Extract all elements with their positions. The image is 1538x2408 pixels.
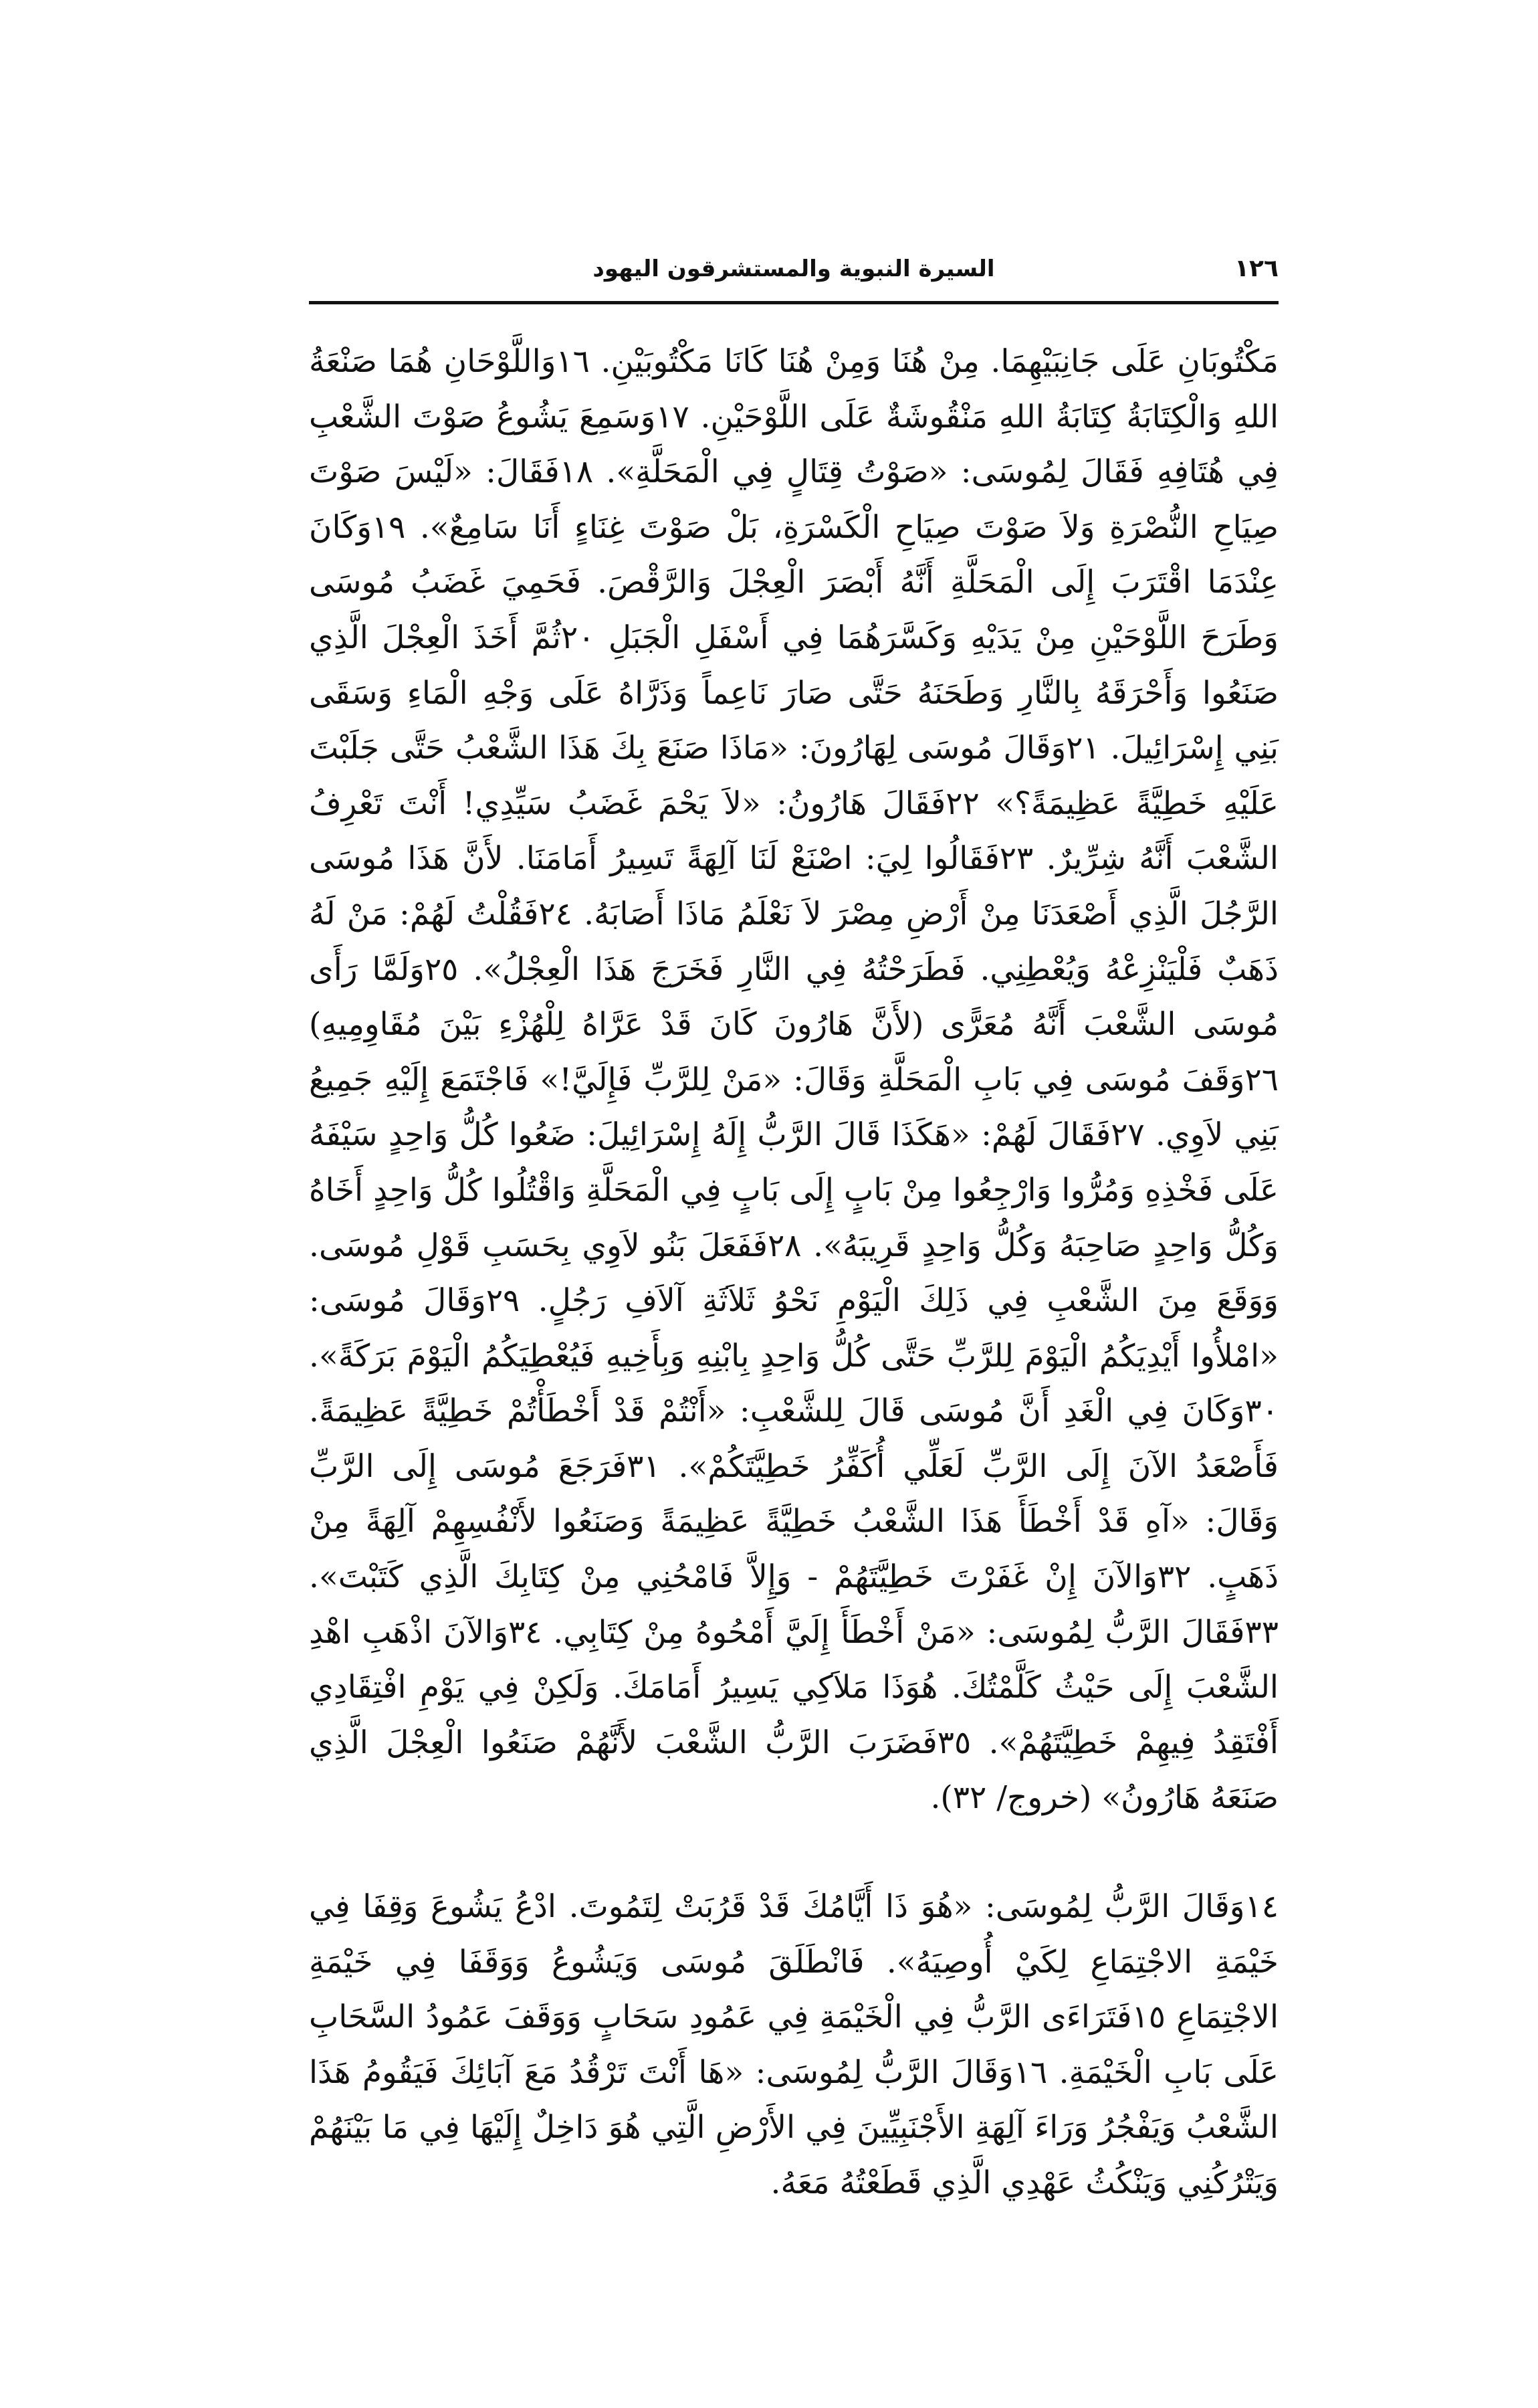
body-paragraph: ١٤وَقَالَ الرَّبُّ لِمُوسَى: «هُوَ ذَا أَيَّامُكَ قَدْ قَرُبَتْ لِتَمُوتَ. ادْعُ يَشُوعَ وَقِفَا فِي خَيْمَةِ الاجْتِمَاعِ لِكَيْ أُوصِيَهُ». فَانْطَلَقَ مُوسَى وَيَشُوعُ وَوَقَفَا فِي خَيْمَةِ الاجْتِمَاعِ ١٥فَتَرَاءَى الرَّبُّ فِي الْخَيْمَةِ فِي عَمُودِ سَحَابٍ وَوَقَفَ عَمُودُ السَّحَابِ عَلَى بَابِ الْخَيْمَةِ. ١٦وَقَالَ الرَّبُّ لِمُوسَى: «هَا أَنْتَ تَرْقُدُ مَعَ آبَائِكَ فَيَقُومُ هَذَا الشَّعْبُ وَيَفْجُرُ وَرَاءَ آلِهَةِ الأَجْنَبِيِّينَ فِي الأَرْضِ الَّتِي هُوَ دَاخِلٌ إِلَيْهَا فِي مَا بَيْنَهُمْ وَيَتْرُكُنِي وَيَنْكُثُ عَهْدِي الَّذِي قَطَعْتُهُ مَعَهُ. [309, 1888, 1279, 2201]
header-rule [309, 301, 1279, 304]
body-paragraph: مَكْتُوبَانِ عَلَى جَانِبَيْهِمَا. مِنْ هُنَا وَمِنْ هُنَا كَانَا مَكْتُوبَيْنِ. ١٦وَاللَّوْحَانِ هُمَا صَنْعَةُ اللهِ وَالْكِتَابَةُ كِتَابَةُ اللهِ مَنْقُوشَةٌ عَلَى اللَّوْحَيْنِ. ١٧وَسَمِعَ يَشُوعُ صَوْتَ الشَّعْبِ فِي هُتَافِهِ فَقَالَ لِمُوسَى: «صَوْتُ قِتَالٍ فِي الْمَحَلَّةِ». ١٨فَقَالَ: «لَيْسَ صَوْتَ صِيَاحِ النُّصْرَةِ وَلاَ صَوْتَ صِيَاحِ الْكَسْرَةِ، بَلْ صَوْتَ غِنَاءٍ أَنَا سَامِعٌ». ١٩وَكَانَ عِنْدَمَا اقْتَرَبَ إِلَى الْمَحَلَّةِ أَنَّهُ أَبْصَرَ الْعِجْلَ وَالرَّقْصَ. فَحَمِيَ غَضَبُ مُوسَى وَطَرَحَ اللَّوْحَيْنِ مِنْ يَدَيْهِ وَكَسَّرَهُمَا فِي أَسْفَلِ الْجَبَلِ ٢٠ثُمَّ أَخَذَ الْعِجْلَ الَّذِي صَنَعُوا وَأَحْرَقَهُ بِالنَّارِ وَطَحَنَهُ حَتَّى صَارَ نَاعِماً وَذَرَّاهُ عَلَى وَجْهِ الْمَاءِ وَسَقَى بَنِي إِسْرَائِيلَ. ٢١وَقَالَ مُوسَى لِهَارُونَ: «مَاذَا صَنَعَ بِكَ هَذَا الشَّعْبُ حَتَّى جَلَبْتَ عَلَيْهِ خَطِيَّةً عَظِيمَةً؟» ٢٢فَقَالَ هَارُونُ: «لاَ يَحْمَ غَضَبُ سَيِّدِي! أَنْتَ تَعْرِفُ الشَّعْبَ أَنَّهُ شِرِّيرٌ. ٢٣فَقَالُوا لِيَ: اصْنَعْ لَنَا آلِهَةً تَسِيرُ أَمَامَنَا. لأَنَّ هَذَا مُوسَى الرَّجُلَ الَّذِي أَصْعَدَنَا مِنْ أَرْضِ مِصْرَ لاَ نَعْلَمُ مَاذَا أَصَابَهُ. ٢٤فَقُلْتُ لَهُمْ: مَنْ لَهُ ذَهَبٌ فَلْيَنْزِعْهُ وَيُعْطِنِي. فَطَرَحْتُهُ فِي النَّارِ فَخَرَجَ هَذَا الْعِجْلُ». ٢٥وَلَمَّا رَأَى مُوسَى الشَّعْبَ أَنَّهُ مُعَرًّى (لأَنَّ هَارُونَ كَانَ قَدْ عَرَّاهُ لِلْهُزْءِ بَيْنَ مُقَاوِمِيهِ) ٢٦وَقَفَ مُوسَى فِي بَابِ الْمَحَلَّةِ وَقَالَ: «مَنْ لِلرَّبِّ فَإِلَيَّ!» فَاجْتَمَعَ إِلَيْهِ جَمِيعُ بَنِي لاَوِي. ٢٧فَقَالَ لَهُمْ: «هَكَذَا قَالَ الرَّبُّ إِلَهُ إِسْرَائِيلَ: ضَعُوا كُلُّ وَاحِدٍ سَيْفَهُ عَلَى فَخْذِهِ وَمُرُّوا وَارْجِعُوا مِنْ بَابٍ إِلَى بَابٍ فِي الْمَحَلَّةِ وَاقْتُلُوا كُلُّ وَاحِدٍ أَخَاهُ وَكُلُّ وَاحِدٍ صَاحِبَهُ وَكُلُّ وَاحِدٍ قَرِيبَهُ». ٢٨فَفَعَلَ بَنُو لاَوِي بِحَسَبِ قَوْلِ مُوسَى. وَوَقَعَ مِنَ الشَّعْبِ فِي ذَلِكَ الْيَوْمِ نَحْوُ ثَلاَثَةِ آلاَفِ رَجُلٍ. ٢٩وَقَالَ مُوسَى: «امْلأُوا أَيْدِيَكُمُ الْيَوْمَ لِلرَّبِّ حَتَّى كُلُّ وَاحِدٍ بِابْنِهِ وَبِأَخِيهِ فَيُعْطِيَكُمُ الْيَوْمَ بَرَكَةً». ٣٠وَكَانَ فِي الْغَدِ أَنَّ مُوسَى قَالَ لِلشَّعْبِ: «أَنْتُمْ قَدْ أَخْطَأْتُمْ خَطِيَّةً عَظِيمَةً. فَأَصْعَدُ الآنَ إِلَى الرَّبِّ لَعَلِّي أُكَفِّرُ خَطِيَّتَكُمْ». ٣١فَرَجَعَ مُوسَى إِلَى الرَّبِّ وَقَالَ: «آهِ قَدْ أَخْطَأَ هَذَا الشَّعْبُ خَطِيَّةً عَظِيمَةً وَصَنَعُوا لأَنْفُسِهِمْ آلِهَةً مِنْ ذَهَبٍ. ٣٢وَالآنَ إِنْ غَفَرْتَ خَطِيَّتَهُمْ - وَإِلاَّ فَامْحُنِي مِنْ كِتَابِكَ الَّذِي كَتَبْتَ». ٣٣فَقَالَ الرَّبُّ لِمُوسَى: «مَنْ أَخْطَأَ إِلَيَّ أَمْحُوهُ مِنْ كِتَابِي. ٣٤وَالآنَ اذْهَبِ اهْدِ الشَّعْبَ إِلَى حَيْثُ كَلَّمْتُكَ. هُوَذَا مَلاَكِي يَسِيرُ أَمَامَكَ. وَلَكِنْ فِي يَوْمِ افْتِقَادِي أَفْتَقِدُ فِيهِمْ خَطِيَّتَهُمْ». ٣٥فَضَرَبَ الرَّبُّ الشَّعْبَ لأَنَّهُمْ صَنَعُوا الْعِجْلَ الَّذِي صَنَعَهُ هَارُونُ» (خروج/ ٣٢). [309, 343, 1279, 1817]
header-title: السيرة النبوية والمستشرقون اليهود [592, 256, 995, 282]
page-number: ١٢٦ [1234, 255, 1279, 282]
running-header [309, 249, 1279, 296]
